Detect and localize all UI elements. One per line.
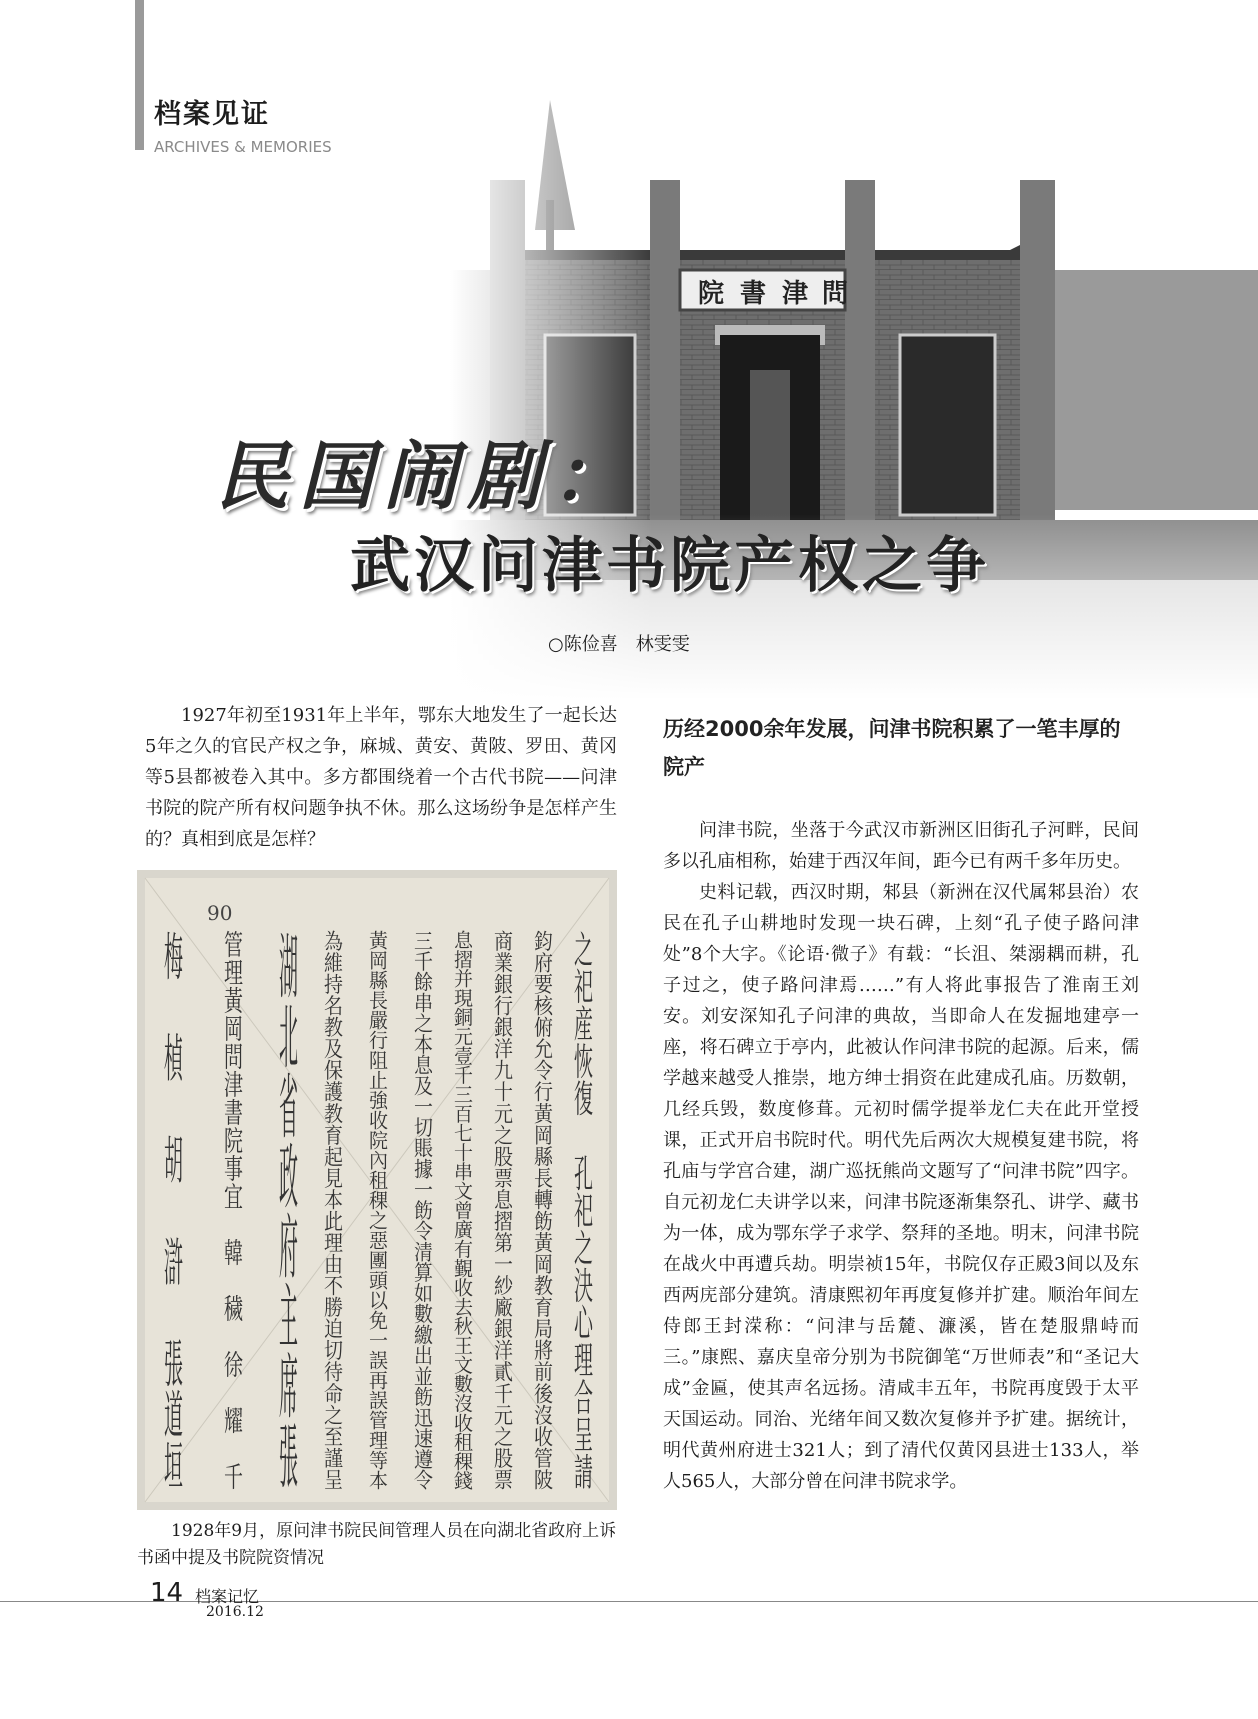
document-column: 商業銀行銀洋九十元之股票息摺第一紗廠銀洋貳千元之股票 <box>491 930 513 1424</box>
issue-date: 2016.12 <box>206 1604 264 1620</box>
doc-number: 90 <box>207 901 233 925</box>
footer-rule <box>0 1601 1258 1602</box>
magazine-name: 档案记忆 <box>195 1587 260 1606</box>
body-text <box>663 815 1139 1497</box>
photo-caption: 1928年9月，原问津书院民间管理人员在向湖北省政府上诉书函中提及书院院资情况 <box>137 1521 617 1568</box>
document-column: 梅 楨 胡 滸 張道垣 <box>161 930 183 1139</box>
paragraph: 史料记载，西汉时期，邾县（新洲在汉代属邾县治）农民在孔子山耕地时发现一块石碑，上刻“孔子使子路问津处”8个大字。《论语·微子》有载：“长沮、桀溺耦而耕，孔子过之，使子路问津焉……”有人将此事报告了淮南王刘安。刘安深知孔子问津的典故，当即命人在发掘地建亭一座，将石碑立于亭内，此被认作问津书院的起源。后来，儒学越来越受人推崇，地方绅士捐资在此建成孔庙。历数朝，几经兵毁，数度修葺。元初时儒学提举龙仁夫在此开堂授课，正式开启书院时代。明代先后两次大规模复建书院，将孔庙与学宫合建，湖广巡抚熊尚文题写了“问津书院”四字。自元初龙仁夫讲学以来，问津书院逐渐集祭孔、讲学、藏书为一体，成为鄂东学子求学、祭拜的圣地。明末，问津书院在战火中再遭兵劫。明崇祯15年，书院仅存正殿3间以及东西两庑部分建筑。清康熙初年再度复修并扩建。顺治年间左侍郎王封溁称：“问津与岳麓、濂溪，皆在楚服鼎峙而三。”康熙、嘉庆皇帝分别为书院御笔“万世师表”和“圣记大成”金匾，使其声名远扬。清咸丰五年，书院再度毁于太平天国运动。同治、光绪年间又数次复修并予扩建。据统计，明代黄州府进士321人；到了清代仅黄冈县进士133人，举人565人，大部分曾在问津书院求学。 <box>663 882 1139 1492</box>
section-bar <box>135 0 144 150</box>
document-column: 湖北省政府主席張 <box>276 930 298 1082</box>
document-column: 息摺并現銅元壹千三百七十串文曾廣有覲收去秋王文數沒收租稞錢 <box>451 930 473 1481</box>
document-column: 管理黃岡問津書院事宜 韓 穢 徐 耀 千 <box>221 930 243 1310</box>
intro-paragraph: 1927年初至1931年上半年，鄂东大地发生了一起长达5年之久的官民产权之争，麻城、黄安、黄陂、罗田、黄冈等5县都被卷入其中。多方都围绕着一个古代书院——问津书院的院产所有权问题争执不休。那么这场纷争是怎样产生的？真相到底是怎样？ <box>145 705 617 850</box>
article-title-line1: 民国闹剧： <box>215 434 635 520</box>
section-subtitle: ARCHIVES & MEMORIES <box>154 138 332 156</box>
section-title: 档案见证 <box>154 99 270 130</box>
document-column: 三千餘串之本息及一切賬據一飭令清算如數繳出並飭迅速遵令 <box>411 930 433 1443</box>
section-heading: 历经2000余年发展，问津书院积累了一笔丰厚的院产 <box>663 717 1121 779</box>
article-title-line2: 武汉问津书院产权之争 <box>350 531 990 601</box>
document-column: 之祀産恢復 孔祀之決心理合呈請 <box>571 930 593 1215</box>
page-number: 14 <box>150 1578 184 1608</box>
document-column: 鈞府要核俯允令行黃岡縣長轉飭黃岡教育局將前後沒收管陂 <box>531 930 553 1424</box>
academy-gate-photo <box>450 80 1258 700</box>
paragraph: 问津书院，坐落于今武汉市新洲区旧街孔子河畔，民间多以孔庙相称，始建于西汉年间，距今已有两千多年历史。 <box>663 820 1139 872</box>
document-column: 為維持名教及保護教育起見本此理由不勝迫切待命之至謹呈 <box>321 930 343 1424</box>
byline: ○陈俭喜 林雯雯 <box>548 634 690 655</box>
historical-letter-photo <box>137 870 617 1510</box>
document-column: 黃岡縣長嚴行阻止強收院內租稞之惡團頭以免一誤再誤管理等本 <box>366 930 388 1462</box>
